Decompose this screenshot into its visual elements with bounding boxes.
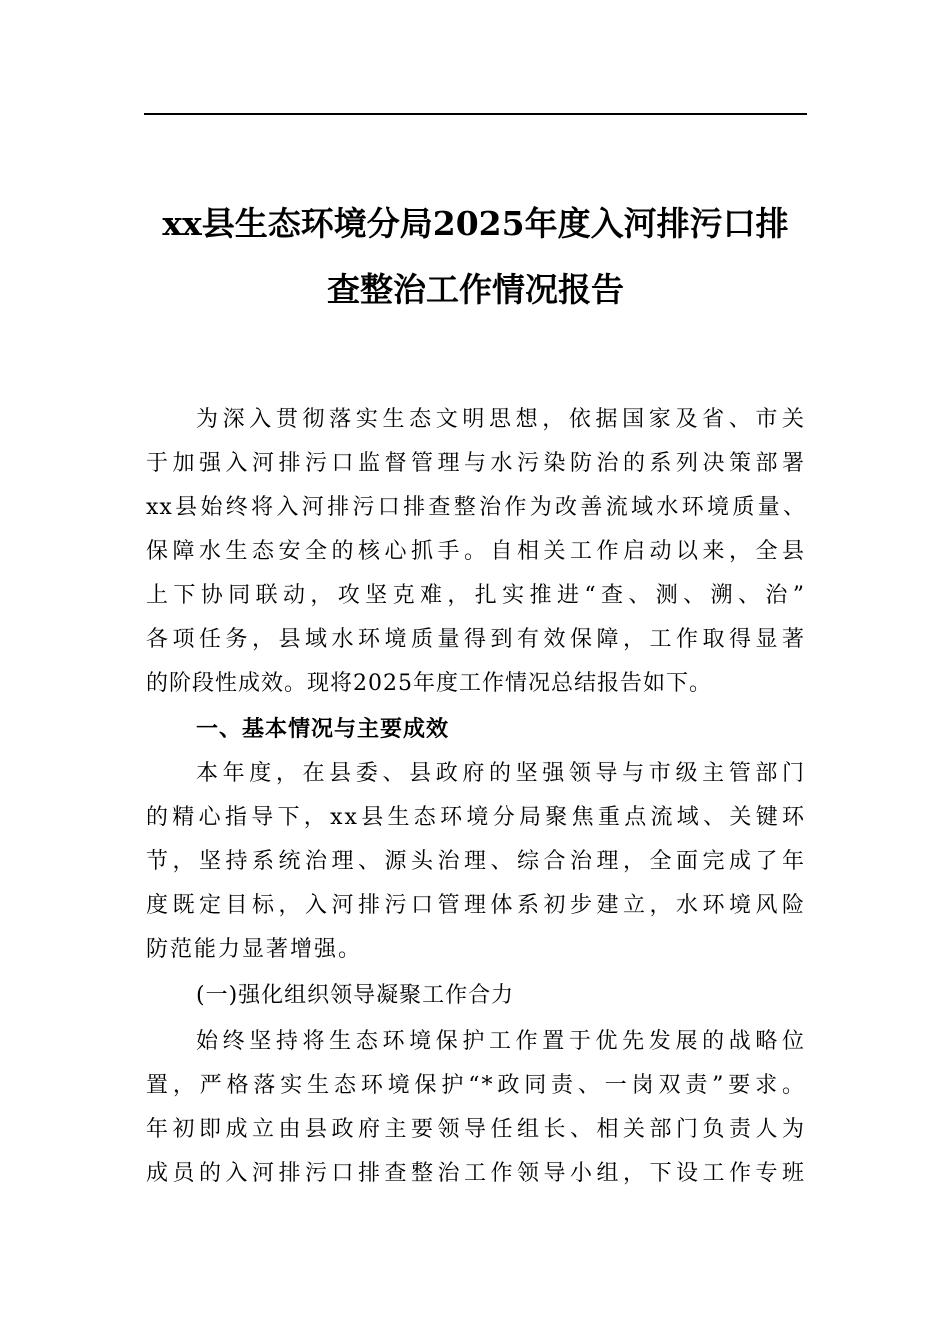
text-line: xx县始终将入河排污口排查整治作为改善流域水环境质量、 [146,495,806,520]
document-title-line-2: 查整治工作情况报告 [327,270,624,309]
text-line: 于加强入河排污口监督管理与水污染防治的系列决策部署 [146,451,806,476]
text-line: 成员的入河排污口排查整治工作领导小组，下设工作专班 [146,1161,806,1186]
text-line: 本年度，在县委、县政府的坚强领导与市级主管部门 [196,761,806,786]
document-title-line-1: xx县生态环境分局2025年度入河排污口排 [162,204,789,243]
text-line: 为深入贯彻落实生态文明思想，依据国家及省、市关 [196,407,806,432]
text-line: 的阶段性成效。现将2025年度工作情况总结报告如下。 [146,671,712,696]
subsection-heading-1: (一)强化组织领导凝聚工作合力 [196,983,515,1008]
text-line: 置，严格落实生态环境保护“*政同责、一岗双责”要求。 [146,1073,806,1098]
text-line: 防范能力显著增强。 [146,937,363,962]
section-heading-1: 一、基本情况与主要成效 [196,717,450,742]
text-line: 各项任务，县域水环境质量得到有效保障，工作取得显著 [146,627,806,652]
text-line: 度既定目标，入河排污口管理体系初步建立，水环境风险 [146,893,806,918]
text-line: 节，坚持系统治理、源头治理、综合治理，全面完成了年 [146,849,806,874]
text-line: 年初即成立由县政府主要领导任组长、相关部门负责人为 [146,1117,806,1142]
text-line: 上下协同联动，攻坚克难，扎实推进“查、测、溯、治” [146,583,806,608]
text-line: 的精心指导下，xx县生态环境分局聚焦重点流域、关键环 [146,805,806,830]
text-line: 始终坚持将生态环境保护工作置于优先发展的战略位 [196,1029,806,1054]
header-rule [144,113,807,115]
text-line: 保障水生态安全的核心抓手。自相关工作启动以来，全县 [146,539,806,564]
